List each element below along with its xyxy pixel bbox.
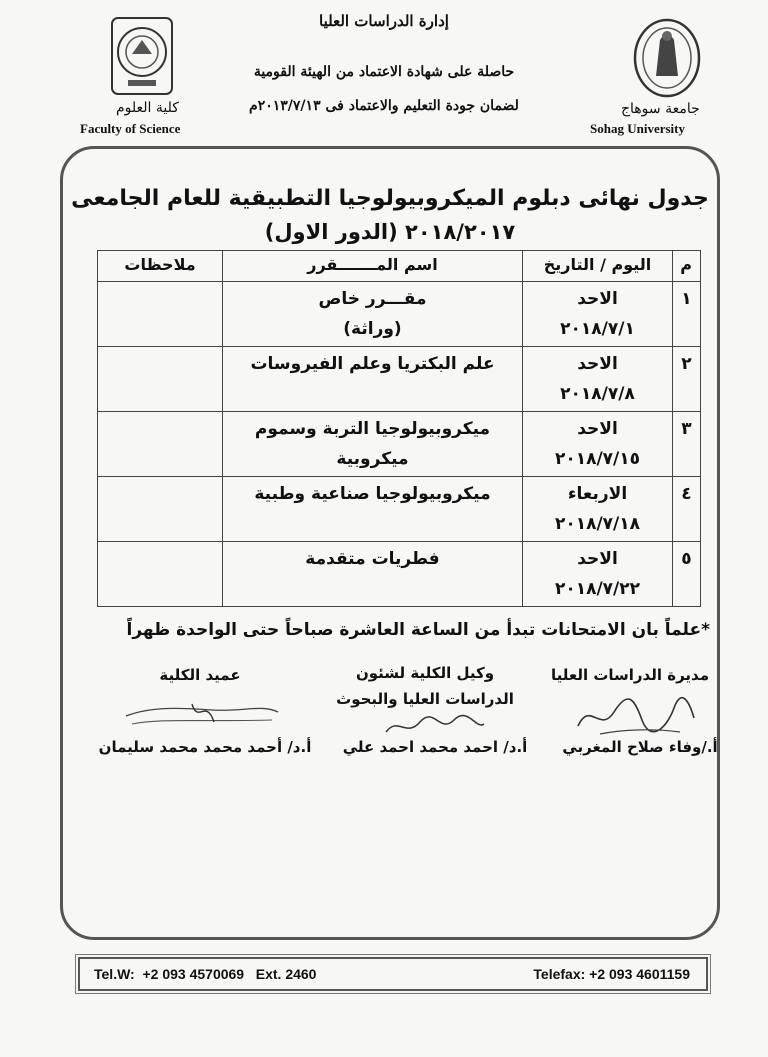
schedule-subtitle: ٢٠١٨/٢٠١٧ (الدور الاول) bbox=[264, 220, 516, 244]
table-row bbox=[98, 477, 701, 542]
row-course: ميكروبيولوجيا التربة وسموم bbox=[254, 419, 491, 439]
footer-telephone: Tel.W: +2 093 4570069 Ext. 2460 bbox=[94, 966, 317, 982]
row-notes bbox=[98, 282, 223, 347]
row-course-cont: (وراثة) bbox=[343, 319, 402, 339]
header-accreditation: حاصلة على شهادة الاعتماد من الهيئة القومية bbox=[253, 64, 515, 80]
schedule-title: جدول نهائى دبلوم الميكروبيولوجيا التطبيقية للعام الجامعى bbox=[71, 186, 709, 211]
signatory-name-vice-dean: أ.د/ احمد محمد احمد علي bbox=[342, 738, 528, 756]
row-num: ٤ bbox=[673, 477, 701, 542]
row-day: الاحد bbox=[577, 289, 618, 309]
row-date: ٢٠١٨/٧/٢٢ bbox=[554, 579, 641, 599]
signatory-title-graduate-studies: مديرة الدراسات العليا bbox=[550, 666, 709, 684]
university-logo-icon bbox=[630, 14, 704, 100]
row-num: ٣ bbox=[673, 412, 701, 477]
table-row bbox=[98, 282, 701, 347]
header-department: إدارة الدراسات العليا bbox=[319, 12, 449, 30]
row-date: ٢٠١٨/٧/١٥ bbox=[554, 449, 641, 469]
row-notes bbox=[98, 412, 223, 477]
signatory-title-dean: عميد الكلية bbox=[159, 666, 241, 684]
row-date: ٢٠١٨/٧/٨ bbox=[560, 384, 635, 404]
row-num: ٢ bbox=[673, 347, 701, 412]
row-course: فطريات متقدمة bbox=[305, 549, 440, 569]
faculty-name-ar: كلية العلوم bbox=[116, 100, 179, 116]
row-day: الاحد bbox=[577, 354, 618, 374]
signature-mark-icon bbox=[570, 690, 700, 740]
table-row bbox=[98, 412, 701, 477]
row-notes bbox=[98, 477, 223, 542]
row-day: الاحد bbox=[577, 419, 618, 439]
row-num: ٥ bbox=[673, 542, 701, 607]
row-course: مقـــرر خاص bbox=[318, 289, 427, 309]
signatory-name-graduate-studies: أ./وفاء صلاح المغربي bbox=[562, 738, 718, 756]
row-course-cont: ميكروبية bbox=[336, 449, 409, 469]
table-row bbox=[98, 542, 701, 607]
row-course: علم البكتريا وعلم الفيروسات bbox=[250, 354, 495, 374]
header-course: اسم المـــــــقرر bbox=[223, 251, 523, 282]
header-quality: لضمان جودة التعليم والاعتماد فى ٢٠١٣/٧/١٣م bbox=[249, 98, 519, 114]
faculty-name-en: Faculty of Science bbox=[80, 121, 181, 136]
row-notes bbox=[98, 347, 223, 412]
signatory-title-vice-dean-2: الدراسات العليا والبحوث bbox=[336, 690, 514, 708]
header-notes: ملاحظات bbox=[98, 251, 223, 282]
row-notes bbox=[98, 542, 223, 607]
exam-schedule-table bbox=[97, 250, 701, 607]
header-date: اليوم / التاريخ bbox=[523, 251, 673, 282]
university-name-ar: جامعة سوهاج bbox=[621, 101, 700, 117]
row-day: الاحد bbox=[577, 549, 618, 569]
signatory-name-dean: أ.د/ أحمد محمد محمد سليمان bbox=[98, 738, 312, 756]
row-num: ١ bbox=[673, 282, 701, 347]
row-day: الاربعاء bbox=[567, 484, 628, 504]
table-header-row bbox=[98, 251, 701, 282]
row-date: ٢٠١٨/٧/١ bbox=[560, 319, 635, 339]
exam-time-note: *علماً بان الامتحانات تبدأ من الساعة العاشرة صباحاً حتى الواحدة ظهراً bbox=[126, 620, 710, 640]
contact-footer bbox=[78, 957, 708, 991]
table-row bbox=[98, 347, 701, 412]
signatory-title-vice-dean-1: وكيل الكلية لشئون bbox=[355, 664, 495, 682]
faculty-logo-icon bbox=[108, 14, 176, 98]
header-num: م bbox=[673, 251, 701, 282]
university-name-en: Sohag University bbox=[590, 121, 685, 136]
row-course: ميكروبيولوجيا صناعية وطبية bbox=[254, 484, 491, 504]
footer-telefax: Telefax: +2 093 4601159 bbox=[533, 966, 690, 982]
signature-mark-icon bbox=[122, 694, 282, 736]
row-date: ٢٠١٨/٧/١٨ bbox=[554, 514, 641, 534]
